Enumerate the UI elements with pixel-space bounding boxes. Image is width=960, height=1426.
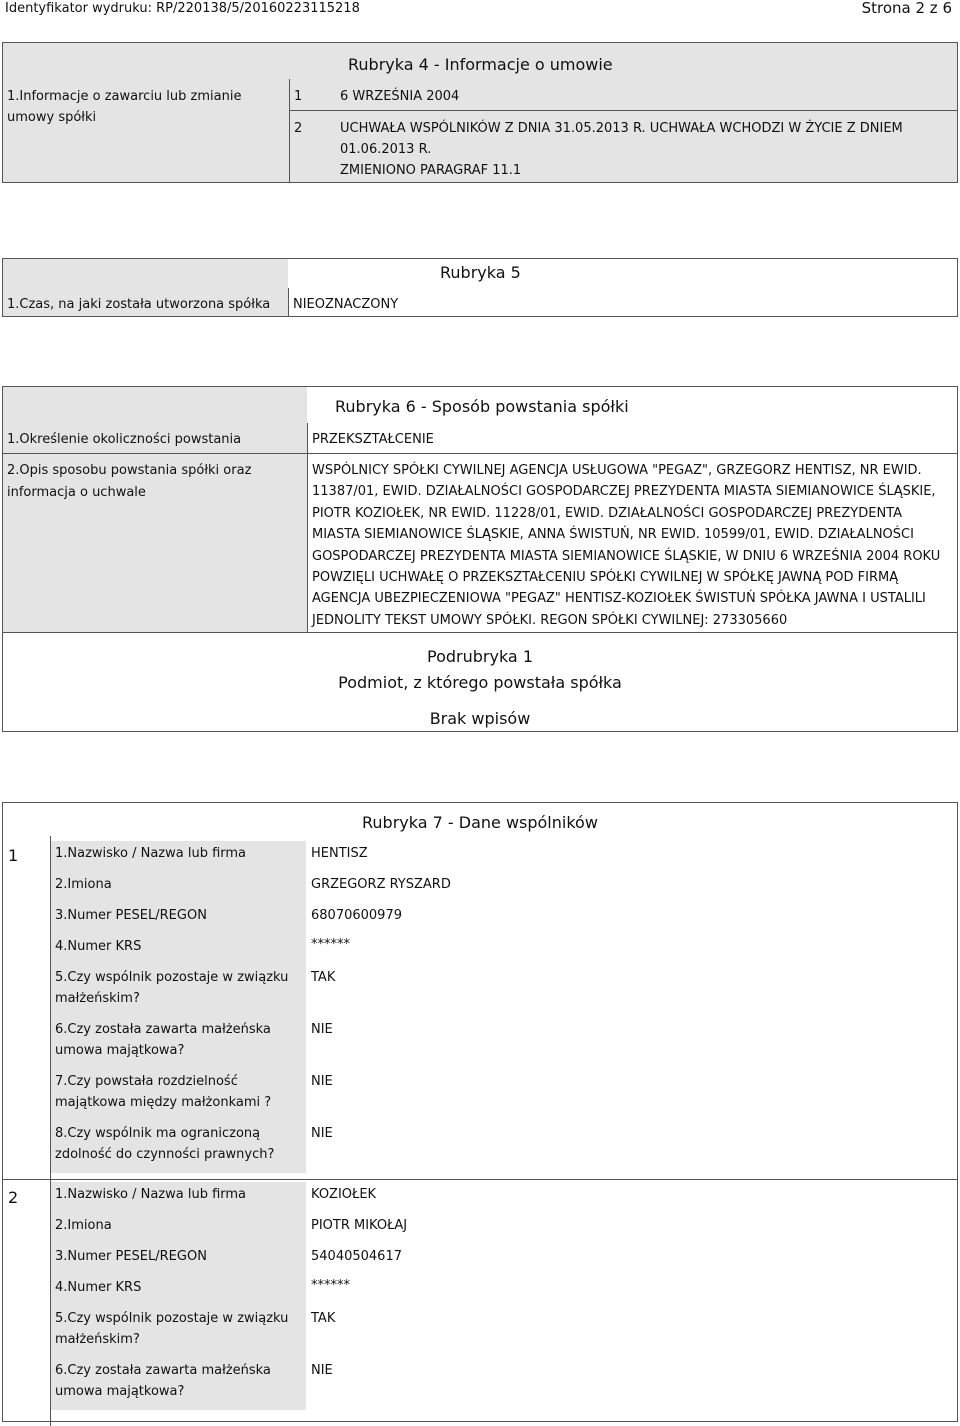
field-label: informacja o uchwale: [7, 485, 146, 500]
partner-number: 2: [8, 1188, 19, 1207]
field-label-line: 5.Czy wspólnik pozostaje w związku: [55, 970, 289, 985]
partner-number: 1: [8, 846, 19, 865]
field-label-line: umowa majątkowa?: [55, 1384, 185, 1399]
description-line: GOSPODARCZEJ PREZYDENTA MIASTA SIEMIANOWICE ŚLĄSKIE, W DNIU 6 WRZEŚNIA 2004 ROKU: [312, 549, 941, 564]
field-label: [51, 1017, 306, 1069]
field-value: UCHWAŁA WSPÓLNIKÓW Z DNIA 31.05.2013 R. UCHWAŁA WCHODZI W ŻYCIE Z DNIEM: [340, 121, 903, 136]
subsection-title: Podmiot, z którego powstała spółka: [338, 673, 622, 692]
description-line: AGENCJA UBEZPIECZENIOWA "PEGAZ" HENTISZ-KOZIOŁEK ŚWISTUŃ SPÓŁKA JAWNA I USTALILI: [312, 591, 926, 606]
field-label-line: 6.Czy została zawarta małżeńska: [55, 1363, 271, 1378]
field-value: TAK: [311, 1311, 336, 1326]
field-value: NIE: [311, 1363, 333, 1378]
field-label: [51, 1121, 306, 1173]
field-value: 54040504617: [311, 1249, 402, 1264]
field-label-line: 7.Czy powstała rozdzielność: [55, 1074, 238, 1089]
field-label: 2.Imiona: [51, 1213, 306, 1244]
field-label: 2.Imiona: [51, 872, 306, 903]
field-value: NIE: [311, 1126, 333, 1141]
field-label-line: małżeńskim?: [55, 1332, 140, 1347]
section-title: Rubryka 5: [440, 263, 521, 282]
field-value: NIE: [311, 1022, 333, 1037]
field-label-line: 6.Czy została zawarta małżeńska: [55, 1022, 271, 1037]
description-line: WSPÓLNICY SPÓŁKI CYWILNEJ AGENCJA USŁUGOWA "PEGAZ", GRZEGORZ HENTISZ, NR EWID.: [312, 463, 922, 478]
field-label: [51, 1306, 306, 1358]
field-label: 4.Numer KRS: [51, 1275, 306, 1306]
field-value: TAK: [311, 970, 336, 985]
field-label: 1.Nazwisko / Nazwa lub firma: [51, 1182, 306, 1213]
field-label-line: zdolność do czynności prawnych?: [55, 1147, 275, 1162]
field-value: NIE: [311, 1074, 333, 1089]
field-label-line: małżeńskim?: [55, 991, 140, 1006]
field-label: umowy spółki: [7, 110, 97, 125]
field-label-line: 5.Czy wspólnik pozostaje w związku: [55, 1311, 289, 1326]
field-label-line: 8.Czy wspólnik ma ograniczoną: [55, 1126, 261, 1141]
field-label: 3.Numer PESEL/REGON: [51, 1244, 306, 1275]
field-label-line: umowa majątkowa?: [55, 1043, 185, 1058]
field-label: 2.Opis sposobu powstania spółki oraz: [7, 463, 252, 478]
field-value: 01.06.2013 R.: [340, 142, 432, 157]
section-title: Rubryka 7 - Dane wspólników: [362, 813, 598, 832]
field-value: HENTISZ: [311, 846, 368, 861]
field-label: 3.Numer PESEL/REGON: [51, 903, 306, 934]
field-label: 1.Informacje o zawarciu lub zmianie: [7, 89, 242, 104]
description-line: 11387/01, EWID. DZIAŁALNOŚCI GOSPODARCZEJ PREZYDENTA MIASTA SIEMIANOWICE ŚLĄSKIE,: [312, 484, 936, 499]
field-label: 4.Numer KRS: [51, 934, 306, 965]
description-line: PIOTR KOZIOŁEK, NR EWID. 11228/01, EWID. DZIAŁALNOŚCI GOSPODARCZEJ PREZYDENTA: [312, 506, 903, 521]
field-value: ******: [311, 937, 350, 952]
field-value: 68070600979: [311, 908, 402, 923]
field-value: ZMIENIONO PARAGRAF 11.1: [340, 163, 522, 178]
description-line: MIASTA SIEMIANOWICE ŚLĄSKIE, ANNA ŚWISTUŃ, NR EWID. 10599/01, EWID. DZIAŁALNOŚCI: [312, 527, 914, 542]
field-label: 1.Określenie okoliczności powstania: [7, 432, 242, 447]
field-value: NIEOZNACZONY: [293, 297, 399, 312]
field-value: ******: [311, 1278, 350, 1293]
field-label: [51, 965, 306, 1017]
field-value: PRZEKSZTAŁCENIE: [312, 432, 434, 447]
item-number: 1: [294, 89, 303, 104]
section-title: Rubryka 4 - Informacje o umowie: [348, 55, 613, 74]
description-line: POWZIĘLI UCHWAŁĘ O PRZEKSZTAŁCENIU SPÓŁKI CYWILNEJ W SPÓŁKĘ JAWNĄ POD FIRMĄ: [312, 570, 899, 585]
field-label: [51, 1069, 306, 1121]
field-value: GRZEGORZ RYSZARD: [311, 877, 451, 892]
page-number: Strona 2 z 6: [861, 0, 952, 17]
subsection-title: Podrubryka 1: [427, 647, 533, 666]
section-title: Rubryka 6 - Sposób powstania spółki: [335, 397, 629, 416]
description-line: JEDNOLITY TEKST UMOWY SPÓŁKI. REGON SPÓŁKI CYWILNEJ: 273305660: [312, 613, 788, 628]
field-label: 1.Czas, na jaki została utworzona spółka: [7, 297, 271, 312]
print-identifier: Identyfikator wydruku: RP/220138/5/20160223115218: [5, 1, 360, 16]
item-number: 2: [294, 121, 303, 136]
field-value: PIOTR MIKOŁAJ: [311, 1218, 408, 1233]
field-label-line: majątkowa między małżonkami ?: [55, 1095, 272, 1110]
field-value: KOZIOŁEK: [311, 1187, 377, 1202]
field-label: 1.Nazwisko / Nazwa lub firma: [51, 841, 306, 872]
field-label: [51, 1358, 306, 1410]
field-value: 6 WRZEŚNIA 2004: [340, 89, 460, 104]
empty-notice: Brak wpisów: [429, 709, 531, 728]
